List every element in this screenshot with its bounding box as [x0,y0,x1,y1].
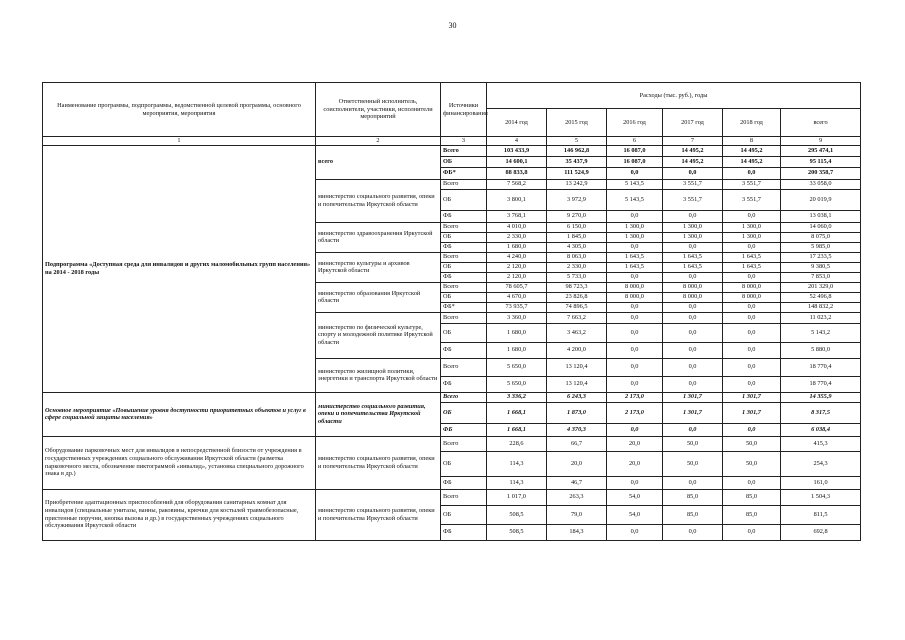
year-value: 3 551,7 [663,189,723,210]
total-value: 148 832,2 [781,302,861,312]
year-value: 6 150,0 [547,222,607,232]
year-value: 3 360,0 [487,312,547,323]
year-value: 66,7 [547,436,607,451]
year-value: 3 768,1 [487,210,547,222]
year-value: 14 495,2 [663,145,723,156]
funding-table [42,82,861,541]
year-value: 4 010,0 [487,222,547,232]
total-value: 692,8 [781,524,861,540]
column-index: 1 [43,137,316,146]
year-value: 0,0 [723,342,781,358]
funding-source: ФБ* [441,167,487,179]
year-value: 88 833,8 [487,167,547,179]
year-value: 14 495,2 [723,156,781,167]
year-value: 0,0 [663,242,723,252]
total-value: 295 474,1 [781,145,861,156]
year-value: 0,0 [663,524,723,540]
year-value: 0,0 [607,272,663,282]
total-value: 201 329,0 [781,282,861,292]
year-value: 14 600,1 [487,156,547,167]
funding-source: Всего [441,145,487,156]
program-name: Основное мероприятие «Повышение уровня доступности приоритетных объектов и услуг в сфере социальной защиты населения» [43,392,316,436]
header-year: 2016 год [607,109,663,137]
year-value: 1 680,0 [487,242,547,252]
year-value: 2 120,0 [487,272,547,282]
total-value: 17 233,5 [781,252,861,262]
total-value: 52 496,8 [781,292,861,302]
year-value: 1 300,0 [723,222,781,232]
year-value: 184,3 [547,524,607,540]
header-year: 2015 год [547,109,607,137]
year-value: 50,0 [663,451,723,476]
year-value: 46,7 [547,476,607,489]
year-value: 74 896,5 [547,302,607,312]
year-value: 0,0 [723,210,781,222]
column-index: 6 [607,137,663,146]
year-value: 4 240,0 [487,252,547,262]
year-value: 146 962,8 [547,145,607,156]
column-index: 3 [441,137,487,146]
year-value: 0,0 [663,376,723,392]
year-value: 8 000,0 [723,292,781,302]
year-value: 1 301,7 [663,402,723,423]
year-value: 1 643,5 [663,252,723,262]
total-value: 200 358,7 [781,167,861,179]
year-value: 508,5 [487,524,547,540]
year-value: 0,0 [663,272,723,282]
year-value: 7 663,2 [547,312,607,323]
column-index: 8 [723,137,781,146]
total-value: 20 019,9 [781,189,861,210]
year-value: 14 495,2 [723,145,781,156]
year-value: 4 200,0 [547,342,607,358]
header-total: всего [781,109,861,137]
year-value: 3 800,1 [487,189,547,210]
year-value: 0,0 [723,242,781,252]
funding-source: Всего [441,392,487,402]
year-value: 1 300,0 [723,232,781,242]
column-index: 9 [781,137,861,146]
year-value: 1 845,0 [547,232,607,242]
executor-name: министерство здравоохранения Иркутской области [316,222,441,252]
header-year: 2018 год [723,109,781,137]
year-value: 1 643,5 [723,252,781,262]
header-source: Источники финансирования [441,83,487,137]
year-value: 1 017,0 [487,489,547,505]
funding-source: ОБ [441,156,487,167]
column-index: 2 [316,137,441,146]
total-value: 18 770,4 [781,358,861,376]
executor-name: министерство социального развития, опеки и попечительства Иркутской области [316,489,441,540]
year-value: 16 087,0 [607,145,663,156]
year-value: 0,0 [723,376,781,392]
year-value: 1 300,0 [663,232,723,242]
year-value: 79,0 [547,505,607,524]
year-value: 20,0 [607,451,663,476]
year-value: 0,0 [607,423,663,436]
year-value: 0,0 [723,524,781,540]
total-value: 11 023,2 [781,312,861,323]
year-value: 98 723,3 [547,282,607,292]
executor-name: министерство социального развития, опеки и попечительства Иркутской области [316,179,441,222]
year-value: 0,0 [607,167,663,179]
year-value: 2 330,0 [547,262,607,272]
year-value: 7 568,2 [487,179,547,189]
year-value: 0,0 [723,323,781,342]
total-value: 14 060,0 [781,222,861,232]
column-index: 7 [663,137,723,146]
year-value: 3 551,7 [723,189,781,210]
year-value: 23 826,8 [547,292,607,302]
year-value: 1 301,7 [723,402,781,423]
total-value: 9 380,5 [781,262,861,272]
year-value: 1 873,0 [547,402,607,423]
year-value: 8 000,0 [663,282,723,292]
funding-source: Всего [441,179,487,189]
year-value: 1 643,5 [723,262,781,272]
year-value: 0,0 [723,272,781,282]
year-value: 103 433,9 [487,145,547,156]
funding-source: ОБ [441,262,487,272]
column-index: 5 [547,137,607,146]
total-value: 13 038,1 [781,210,861,222]
funding-source: ФБ [441,242,487,252]
year-value: 13 242,9 [547,179,607,189]
year-value: 0,0 [607,358,663,376]
year-value: 35 437,9 [547,156,607,167]
program-name: Подпрограмма «Доступная среда для инвалидов и других маломобильных групп населения» на 2014 - 2018 годы [43,145,316,392]
year-value: 508,5 [487,505,547,524]
table-row [43,436,861,451]
year-value: 263,3 [547,489,607,505]
funding-source: ФБ [441,524,487,540]
year-value: 85,0 [663,505,723,524]
year-value: 50,0 [663,436,723,451]
program-name: Оборудование парковочных мест для инвалидов в непосредственной близости от учреждения в государственных учреждениях социального обслуживания Иркутской области (разметка парковочного места, обозначение пиктограммой «инвалид», установка специального дорожного знака в др.) [43,436,316,489]
year-value: 0,0 [663,342,723,358]
year-value: 14 495,2 [663,156,723,167]
year-value: 50,0 [723,451,781,476]
year-value: 78 605,7 [487,282,547,292]
year-value: 5 650,0 [487,376,547,392]
year-value: 0,0 [607,312,663,323]
year-value: 0,0 [663,323,723,342]
funding-source: ФБ* [441,302,487,312]
header-year: 2017 год [663,109,723,137]
year-value: 0,0 [607,242,663,252]
total-value: 811,5 [781,505,861,524]
header-executor: Ответственный исполнитель, соисполнители, участники, исполнители мероприятий [316,83,441,137]
year-value: 2 173,0 [607,392,663,402]
year-value: 50,0 [723,436,781,451]
total-value: 5 880,0 [781,342,861,358]
year-value: 1 643,5 [663,262,723,272]
year-value: 0,0 [607,476,663,489]
funding-source: ОБ [441,292,487,302]
funding-source: Всего [441,252,487,262]
year-value: 114,3 [487,476,547,489]
year-value: 0,0 [607,210,663,222]
year-value: 3 551,7 [663,179,723,189]
funding-source: ОБ [441,232,487,242]
total-value: 161,0 [781,476,861,489]
year-value: 20,0 [547,451,607,476]
funding-source: ОБ [441,451,487,476]
year-value: 228,6 [487,436,547,451]
year-value: 8 000,0 [663,292,723,302]
total-value: 8 317,5 [781,402,861,423]
year-value: 4 305,0 [547,242,607,252]
year-value: 1 680,0 [487,342,547,358]
executor-name: всего [316,145,441,179]
year-value: 0,0 [607,323,663,342]
year-value: 54,0 [607,505,663,524]
executor-name: министерство жилищной политики, энергетики и транспорта Иркутской области [316,358,441,392]
year-value: 4 370,3 [547,423,607,436]
funding-source: ФБ [441,210,487,222]
year-value: 1 643,5 [607,252,663,262]
table-row [43,392,861,402]
year-value: 4 670,0 [487,292,547,302]
table-row [43,489,861,505]
year-value: 8 000,0 [607,292,663,302]
funding-source: ФБ [441,342,487,358]
year-value: 8 000,0 [723,282,781,292]
year-value: 2 330,0 [487,232,547,242]
year-value: 54,0 [607,489,663,505]
year-value: 0,0 [607,376,663,392]
year-value: 0,0 [607,524,663,540]
year-value: 6 243,3 [547,392,607,402]
total-value: 5 143,2 [781,323,861,342]
header-name: Наименование программы, подпрограммы, ведомственной целевой программы, основного мероприятия, мероприятия [43,83,316,137]
executor-name: министерство культуры и архивов Иркутской области [316,252,441,282]
total-value: 33 058,0 [781,179,861,189]
page-number: 30 [448,21,457,30]
funding-source: ФБ [441,272,487,282]
year-value: 114,3 [487,451,547,476]
funding-source: ОБ [441,323,487,342]
year-value: 0,0 [723,476,781,489]
year-value: 0,0 [663,210,723,222]
year-value: 1 668,1 [487,423,547,436]
total-value: 6 038,4 [781,423,861,436]
executor-name: министерство социального развития, опеки и попечительства Иркутской области [316,392,441,436]
total-value: 5 985,0 [781,242,861,252]
year-value: 1 668,1 [487,402,547,423]
year-value: 1 300,0 [607,222,663,232]
header-expenses: Расходы (тыс. руб.), годы [487,83,861,109]
funding-source: Всего [441,282,487,292]
year-value: 5 143,5 [607,179,663,189]
year-value: 0,0 [723,423,781,436]
year-value: 13 120,4 [547,376,607,392]
total-value: 415,3 [781,436,861,451]
year-value: 0,0 [663,167,723,179]
funding-source: ОБ [441,505,487,524]
year-value: 5 650,0 [487,358,547,376]
year-value: 0,0 [723,167,781,179]
table-row [43,145,861,156]
funding-source: Всего [441,222,487,232]
executor-name: министерство социального развития, опеки и попечительства Иркутской области [316,436,441,489]
year-value: 20,0 [607,436,663,451]
funding-source: ОБ [441,402,487,423]
year-value: 13 120,4 [547,358,607,376]
year-value: 2 120,0 [487,262,547,272]
year-value: 0,0 [723,358,781,376]
total-value: 18 770,4 [781,376,861,392]
funding-source: Всего [441,312,487,323]
year-value: 85,0 [663,489,723,505]
year-value: 2 173,0 [607,402,663,423]
year-value: 0,0 [663,302,723,312]
total-value: 254,3 [781,451,861,476]
year-value: 8 000,0 [607,282,663,292]
year-value: 1 301,7 [663,392,723,402]
year-value: 1 643,5 [607,262,663,272]
header-year: 2014 год [487,109,547,137]
year-value: 3 551,7 [723,179,781,189]
year-value: 9 270,0 [547,210,607,222]
column-index: 4 [487,137,547,146]
year-value: 1 300,0 [663,222,723,232]
funding-source: Всего [441,436,487,451]
year-value: 0,0 [663,423,723,436]
year-value: 8 063,0 [547,252,607,262]
year-value: 16 087,0 [607,156,663,167]
funding-source: ФБ [441,476,487,489]
year-value: 85,0 [723,489,781,505]
year-value: 0,0 [663,312,723,323]
executor-name: министерство образования Иркутской области [316,282,441,312]
year-value: 1 680,0 [487,323,547,342]
funding-source: Всего [441,489,487,505]
year-value: 3 336,2 [487,392,547,402]
funding-source: ФБ [441,423,487,436]
funding-source: ФБ [441,376,487,392]
total-value: 95 115,4 [781,156,861,167]
year-value: 111 524,9 [547,167,607,179]
total-value: 1 504,3 [781,489,861,505]
year-value: 3 463,2 [547,323,607,342]
year-value: 0,0 [663,358,723,376]
year-value: 73 935,7 [487,302,547,312]
year-value: 0,0 [663,476,723,489]
year-value: 0,0 [723,302,781,312]
funding-source: ОБ [441,189,487,210]
year-value: 1 301,7 [723,392,781,402]
year-value: 3 972,9 [547,189,607,210]
year-value: 0,0 [723,312,781,323]
year-value: 5 733,0 [547,272,607,282]
year-value: 85,0 [723,505,781,524]
year-value: 0,0 [607,302,663,312]
program-name: Приобретение адаптационных приспособлений для оборудования санитарных комнат для инвалидов (специальные унитазы, ванны, раковины, крючки для костылей травмобезопасные, пристенные поручни, кнопка вызова и др.) в государственных учреждениях социального обслуживания Иркутской области [43,489,316,540]
funding-source: Всего [441,358,487,376]
year-value: 1 300,0 [607,232,663,242]
total-value: 8 075,0 [781,232,861,242]
total-value: 14 355,9 [781,392,861,402]
year-value: 0,0 [607,342,663,358]
executor-name: министерство по физической культуре, спорту и молодежной политике Иркутской области [316,312,441,358]
year-value: 5 143,5 [607,189,663,210]
total-value: 7 853,0 [781,272,861,282]
